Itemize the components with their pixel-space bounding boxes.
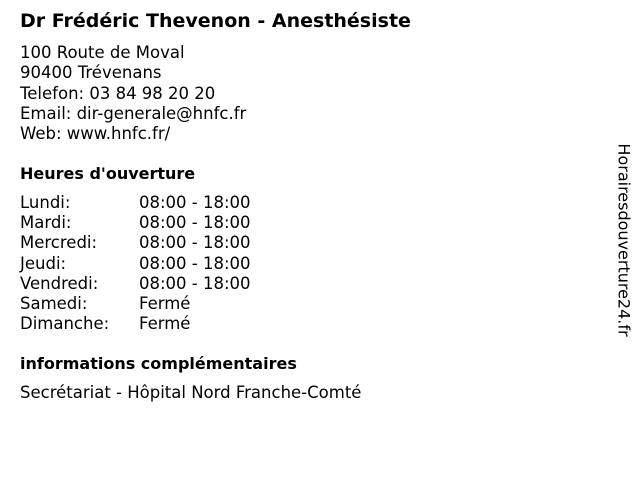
day-label: Mardi: bbox=[20, 213, 72, 233]
hours-row-thursday bbox=[20, 254, 320, 274]
phone-number: Telefon: 03 84 98 20 20 bbox=[20, 83, 216, 103]
hours-row-wednesday bbox=[20, 233, 320, 253]
hours-row-sunday bbox=[20, 314, 320, 334]
day-label: Vendredi: bbox=[20, 273, 99, 293]
contact-block bbox=[20, 43, 246, 144]
opening-hours-table bbox=[20, 193, 320, 334]
page-title: Dr Frédéric Thevenon - Anesthésiste bbox=[20, 10, 411, 32]
time-value: 08:00 - 18:00 bbox=[139, 253, 251, 273]
info-text: Secrétariat - Hôpital Nord Franche-Comté bbox=[20, 383, 362, 402]
time-value: 08:00 - 18:00 bbox=[139, 193, 251, 212]
website: Web: www.hnfc.fr/ bbox=[20, 124, 171, 144]
time-value: 08:00 - 18:00 bbox=[139, 233, 251, 253]
time-value: Fermé bbox=[139, 293, 191, 313]
day-label: Jeudi: bbox=[20, 253, 67, 273]
day-label: Mercredi: bbox=[20, 233, 98, 253]
time-value: 08:00 - 18:00 bbox=[139, 213, 251, 233]
day-label: Dimanche: bbox=[20, 314, 110, 334]
day-label: Lundi: bbox=[20, 193, 71, 212]
day-label: Samedi: bbox=[20, 293, 88, 313]
hours-row-monday bbox=[20, 193, 320, 213]
hours-row-friday bbox=[20, 274, 320, 294]
street-address: 100 Route de Moval bbox=[20, 43, 185, 62]
hours-row-saturday bbox=[20, 294, 320, 314]
city-address: 90400 Trévenans bbox=[20, 63, 162, 83]
hours-row-tuesday bbox=[20, 213, 320, 233]
hours-heading: Heures d'ouverture bbox=[20, 164, 196, 183]
email-address: Email: dir-generale@hnfc.fr bbox=[20, 103, 247, 123]
info-heading: informations complémentaires bbox=[20, 354, 297, 373]
time-value: Fermé bbox=[139, 314, 191, 334]
time-value: 08:00 - 18:00 bbox=[139, 273, 251, 293]
watermark-text: Horairesdouverture24.fr bbox=[614, 143, 634, 337]
